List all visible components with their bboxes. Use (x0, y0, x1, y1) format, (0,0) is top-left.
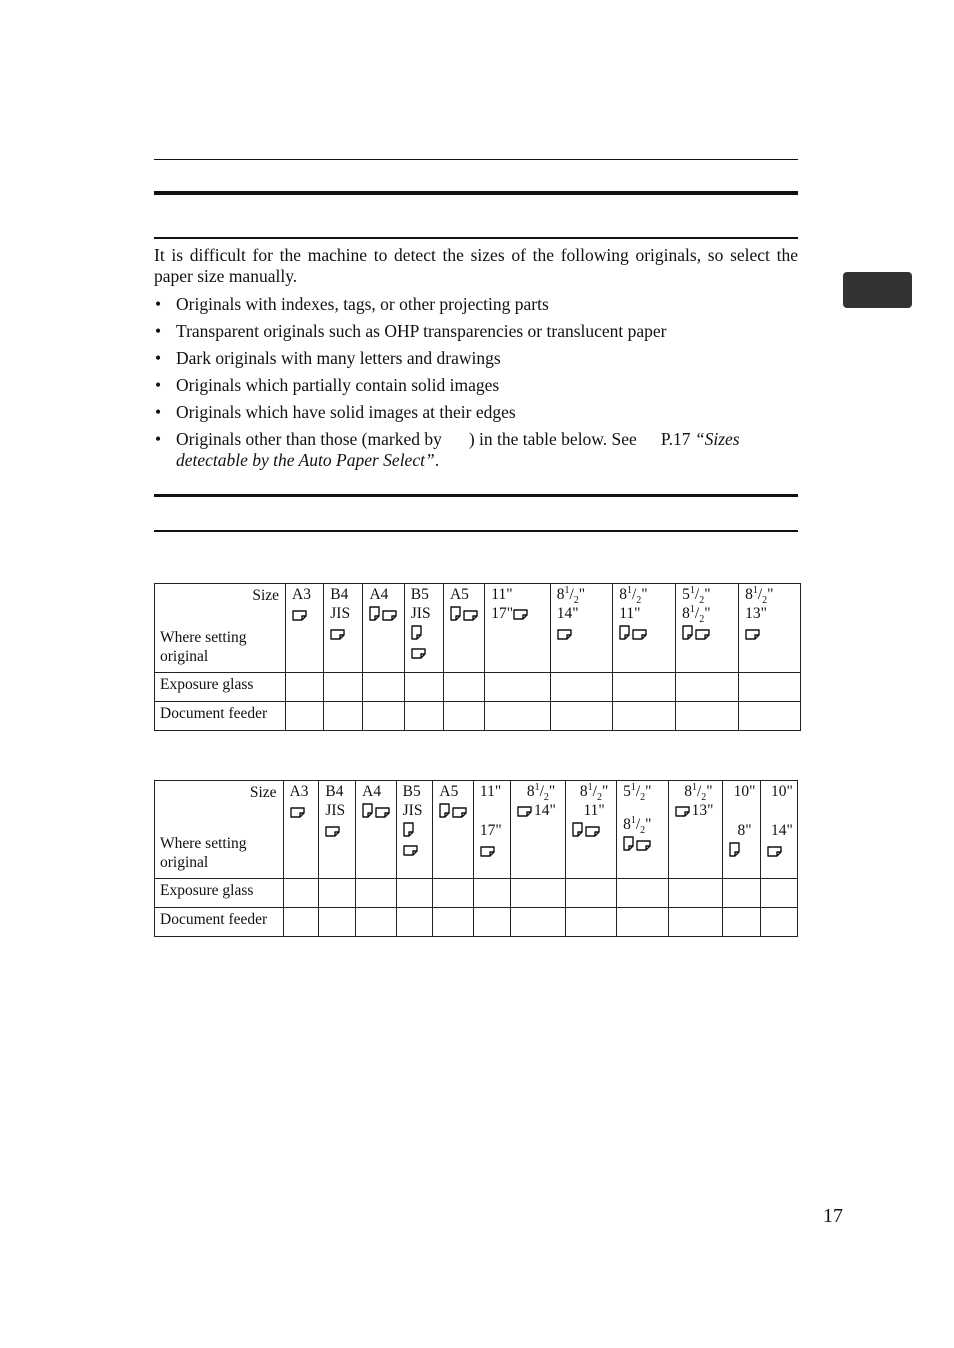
top-rule (154, 159, 798, 160)
size-table-inch (154, 780, 798, 937)
landscape-orientation-icon (382, 610, 397, 621)
landscape-orientation-icon (585, 826, 600, 837)
table-cell (739, 702, 801, 731)
table-cell (566, 908, 617, 937)
table-cell (613, 673, 676, 702)
portrait-orientation-icon (369, 606, 380, 621)
table-cell (566, 879, 617, 908)
landscape-orientation-icon (513, 609, 528, 620)
chapter-tab (843, 272, 912, 308)
table-cell (510, 908, 565, 937)
size-column-header: 10" 14" (760, 781, 797, 879)
landscape-orientation-icon (517, 806, 532, 817)
subsection-rule (154, 237, 798, 239)
cross-reference-link[interactable]: “Sizes detectable by the Auto Paper Select” (176, 429, 740, 470)
portrait-orientation-icon (682, 625, 693, 640)
portrait-orientation-icon (411, 625, 422, 640)
size-column-header: $8^1/_2$" 14" (510, 781, 565, 879)
bullet-list (154, 294, 798, 471)
landscape-orientation-icon (330, 629, 345, 640)
row-label-document-feeder: Document feeder (155, 702, 286, 731)
table-cell (510, 879, 565, 908)
size-column-header: A4 (363, 584, 404, 673)
landscape-orientation-icon (695, 629, 710, 640)
portrait-orientation-icon (619, 625, 630, 640)
portrait-orientation-icon (362, 803, 373, 818)
landscape-orientation-icon (411, 648, 426, 659)
table-cell (286, 673, 324, 702)
row-label-exposure-glass: Exposure glass (155, 879, 284, 908)
table-cell (760, 908, 797, 937)
table-cell (363, 673, 404, 702)
portrait-orientation-icon (729, 842, 740, 857)
size-column-header: A5 (433, 781, 473, 879)
table-cell (319, 908, 356, 937)
landscape-orientation-icon (292, 610, 307, 621)
landscape-orientation-icon (403, 845, 418, 856)
landscape-orientation-icon (675, 806, 690, 817)
table-cell (617, 879, 669, 908)
table-cell (283, 879, 319, 908)
size-column-header: B4 JIS (324, 584, 363, 673)
table-cell (396, 908, 433, 937)
landscape-orientation-icon (632, 629, 647, 640)
size-column-header: 11" 17" (473, 781, 510, 879)
table-cell (723, 879, 761, 908)
table-cell (356, 879, 396, 908)
portrait-orientation-icon (450, 606, 461, 621)
landscape-orientation-icon (463, 610, 478, 621)
table-cell (324, 673, 363, 702)
table-cell (283, 908, 319, 937)
size-column-header: $8^1/_2$" 14" (550, 584, 613, 673)
table-cell (324, 702, 363, 731)
table-cell (668, 879, 723, 908)
landscape-orientation-icon (290, 807, 305, 818)
size-column-header: 10" 8" (723, 781, 761, 879)
subsection-rule-2 (154, 530, 798, 532)
table-cell (356, 908, 396, 937)
table-cell (550, 673, 613, 702)
landscape-orientation-icon (325, 826, 340, 837)
row-label-exposure-glass: Exposure glass (155, 673, 286, 702)
portrait-orientation-icon (439, 803, 450, 818)
table-cell (668, 908, 723, 937)
size-column-header: $5^1/_2$" $8^1/_2$" (676, 584, 739, 673)
landscape-orientation-icon (452, 807, 467, 818)
portrait-orientation-icon (623, 836, 634, 851)
table-cell (739, 673, 801, 702)
page-number: 17 (823, 1205, 843, 1227)
size-column-header: B5 JIS (396, 781, 433, 879)
table-cell (760, 879, 797, 908)
size-column-header: $8^1/_2$" 13" (668, 781, 723, 879)
table-cell (485, 673, 550, 702)
landscape-orientation-icon (480, 846, 495, 857)
table-cell (676, 702, 739, 731)
table-header-cell: Size Where setting original (155, 781, 284, 879)
table-cell (617, 908, 669, 937)
table-cell (404, 702, 443, 731)
size-table-metric (154, 583, 801, 731)
intro-paragraph: It is difficult for the machine to detect the sizes of the following originals, so select the paper size manually. (154, 245, 798, 286)
landscape-orientation-icon (745, 629, 760, 640)
section-heading-bar-2 (154, 494, 798, 497)
table-cell (473, 908, 510, 937)
landscape-orientation-icon (375, 807, 390, 818)
size-column-header: 11" 17" (485, 584, 550, 673)
landscape-orientation-icon (636, 840, 651, 851)
list-item: • Originals which partially contain solid images (155, 375, 500, 395)
list-item: • Originals other than those (marked by ) in the table below. See P.17 “Sizes detectable by the Auto Paper Select”. (155, 429, 740, 470)
table-cell (433, 879, 473, 908)
list-item: • Dark originals with many letters and drawings (155, 348, 501, 368)
size-column-header: $5^1/_2$" $8^1/_2$" (617, 781, 669, 879)
size-column-header: A3 (283, 781, 319, 879)
list-item: • Originals which have solid images at their edges (155, 402, 516, 422)
table-cell (319, 879, 356, 908)
table-cell (433, 908, 473, 937)
portrait-orientation-icon (572, 822, 583, 837)
table-cell (363, 702, 404, 731)
list-item: • Originals with indexes, tags, or other projecting parts (155, 294, 549, 314)
size-column-header: $8^1/_2$" 13" (739, 584, 801, 673)
size-column-header: B5 JIS (404, 584, 443, 673)
list-item: • Transparent originals such as OHP transparencies or translucent paper (155, 321, 667, 341)
table-cell (404, 673, 443, 702)
table-cell (286, 702, 324, 731)
portrait-orientation-icon (403, 822, 414, 837)
table-cell (676, 673, 739, 702)
table-cell (550, 702, 613, 731)
landscape-orientation-icon (557, 629, 572, 640)
size-column-header: $8^1/_2$" 11" (566, 781, 617, 879)
table-cell (485, 702, 550, 731)
size-column-header: A4 (356, 781, 396, 879)
row-label-document-feeder: Document feeder (155, 908, 284, 937)
table-cell (613, 702, 676, 731)
table-cell (396, 879, 433, 908)
size-column-header: A3 (286, 584, 324, 673)
size-column-header: B4 JIS (319, 781, 356, 879)
size-column-header: A5 (443, 584, 484, 673)
table-cell (443, 702, 484, 731)
section-heading-bar (154, 191, 798, 195)
size-column-header: $8^1/_2$" 11" (613, 584, 676, 673)
page-reference[interactable]: P.17 (660, 429, 691, 449)
landscape-orientation-icon (767, 846, 782, 857)
table-cell (473, 879, 510, 908)
table-cell (443, 673, 484, 702)
table-header-cell: Size Where setting original (155, 584, 286, 673)
table-cell (723, 908, 761, 937)
